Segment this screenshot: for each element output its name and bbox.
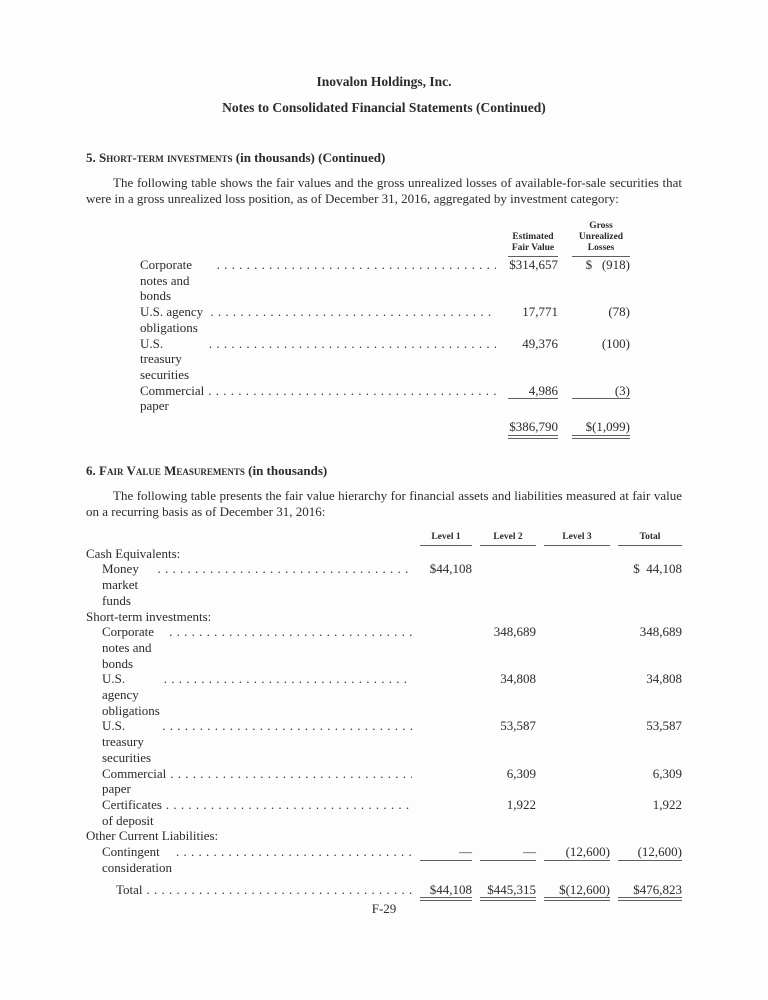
losses-cell: (3) <box>572 383 630 400</box>
dot-leader <box>165 624 412 640</box>
table-row <box>86 797 682 828</box>
dot-leader <box>158 718 412 734</box>
total-cell: 348,689 <box>639 624 682 640</box>
level3-total-cell: $(12,600) <box>544 882 610 902</box>
level1-total-cell: $44,108 <box>420 882 472 902</box>
fair-value-cell: 17,771 <box>522 304 558 320</box>
total-cell: 6,309 <box>652 765 682 781</box>
page-number: F-29 <box>371 901 397 916</box>
total-cell: $ 44,108 <box>633 561 682 577</box>
total-cell: (12,600) <box>618 844 682 861</box>
table-row <box>86 718 682 765</box>
table-row <box>86 766 682 797</box>
table-row <box>140 383 630 414</box>
fair-value-cell: $314,657 <box>509 257 558 272</box>
table-row <box>86 561 682 608</box>
table-section-row <box>86 828 682 844</box>
dot-leader <box>204 383 496 399</box>
dot-leader <box>143 882 412 898</box>
table-row <box>140 336 630 383</box>
level1-cell: — <box>420 844 472 861</box>
total-cell: 53,587 <box>646 718 682 734</box>
row-label: Commercial paper <box>102 765 167 797</box>
row-label: U.S. agency obligations <box>140 304 204 335</box>
section-5-title: Short-term investments <box>99 150 233 165</box>
row-label: Commercial paper <box>140 382 205 414</box>
column-header-estimated-fair-value: Estimated Fair Value <box>508 232 558 257</box>
column-header-gross-unrealized-losses: Gross Unrealized Losses <box>572 221 630 257</box>
level2-cell: 1,922 <box>506 796 536 812</box>
fair-value-cell: 4,986 <box>508 383 558 400</box>
company-name: Inovalon Holdings, Inc. <box>316 74 452 89</box>
dot-leader <box>166 766 412 782</box>
table-section-row <box>86 546 682 562</box>
column-header-level-1: Level 1 <box>420 532 472 546</box>
row-label: Money market funds <box>102 561 139 608</box>
table-row <box>140 257 630 304</box>
losses-total-cell: $(1,099) <box>572 419 630 439</box>
column-header-total: Total <box>618 532 682 546</box>
dot-leader <box>160 671 412 687</box>
row-label: Corporate notes and bonds <box>140 257 192 304</box>
section-label: Cash Equivalents: <box>86 545 181 561</box>
fair-value-cell: 49,376 <box>522 335 558 351</box>
dot-leader <box>154 561 412 577</box>
table-header-row <box>140 221 630 257</box>
table-section-row <box>86 609 682 625</box>
row-label: U.S. treasury securities <box>102 718 152 765</box>
row-label: Contingent consideration <box>102 844 173 875</box>
section-5-heading <box>86 150 682 166</box>
section-6-heading <box>86 463 682 479</box>
table-row <box>86 844 682 875</box>
total-total-cell: $476,823 <box>618 882 682 902</box>
table-total-row <box>140 419 630 439</box>
section-6-paragraph: The following table presents the fair value hierarchy for financial assets and liabilities measured at fair value on a recurring basis as of December 31, 2016: <box>86 487 682 519</box>
level2-cell: — <box>480 844 536 861</box>
level2-total-cell: $445,315 <box>480 882 536 902</box>
fair-value-total-cell: $386,790 <box>508 419 558 439</box>
level3-cell: (12,600) <box>544 844 610 861</box>
column-header-level-3: Level 3 <box>544 532 610 546</box>
row-label: Certificates of deposit <box>102 796 162 828</box>
total-cell: 1,922 <box>652 796 682 812</box>
level2-cell: 34,808 <box>500 671 536 687</box>
level2-cell: 348,689 <box>493 624 536 640</box>
table-header-row <box>86 532 682 546</box>
section-6-title: Fair Value Measurements <box>99 462 245 478</box>
level2-cell: 6,309 <box>506 765 536 781</box>
dot-leader <box>205 336 496 352</box>
section-5-number: 5. <box>86 150 96 165</box>
total-cell: 34,808 <box>646 671 682 687</box>
losses-cell: (100) <box>601 335 630 351</box>
row-label: U.S. agency obligations <box>102 671 160 718</box>
section-label: Short-term investments: <box>86 608 212 624</box>
section-6-number: 6. <box>86 462 96 478</box>
column-header-level-2: Level 2 <box>480 532 536 546</box>
section-5-paragraph: The following table shows the fair values and the gross unrealized losses of available-for-sale securities that were in a gross unrealized loss position, as of December 31, 2016, aggregated by investment category: <box>86 175 682 206</box>
section-5-title-suffix: (in thousands) (Continued) <box>235 150 386 165</box>
level1-cell: $44,108 <box>429 561 472 577</box>
dot-leader <box>172 844 412 860</box>
total-row-label: Total <box>116 881 143 897</box>
table-row <box>140 304 630 335</box>
table-total-row <box>86 882 682 902</box>
document-title: Notes to Consolidated Financial Statements (Continued) <box>222 100 546 115</box>
dot-leader <box>206 304 496 320</box>
losses-cell: $ (918) <box>585 257 630 272</box>
losses-cell: (78) <box>608 304 630 320</box>
fair-value-hierarchy-table <box>86 532 682 901</box>
table-row <box>86 671 682 718</box>
dot-leader <box>213 257 496 273</box>
dot-leader <box>162 797 412 813</box>
section-label: Other Current Liabilities: <box>86 828 219 844</box>
row-label: Corporate notes and bonds <box>102 624 154 671</box>
unrealized-losses-table <box>140 221 630 439</box>
table-row <box>86 624 682 671</box>
level2-cell: 53,587 <box>500 718 536 734</box>
row-label: U.S. treasury securities <box>140 335 190 382</box>
section-6-title-suffix: (in thousands) <box>248 462 328 478</box>
